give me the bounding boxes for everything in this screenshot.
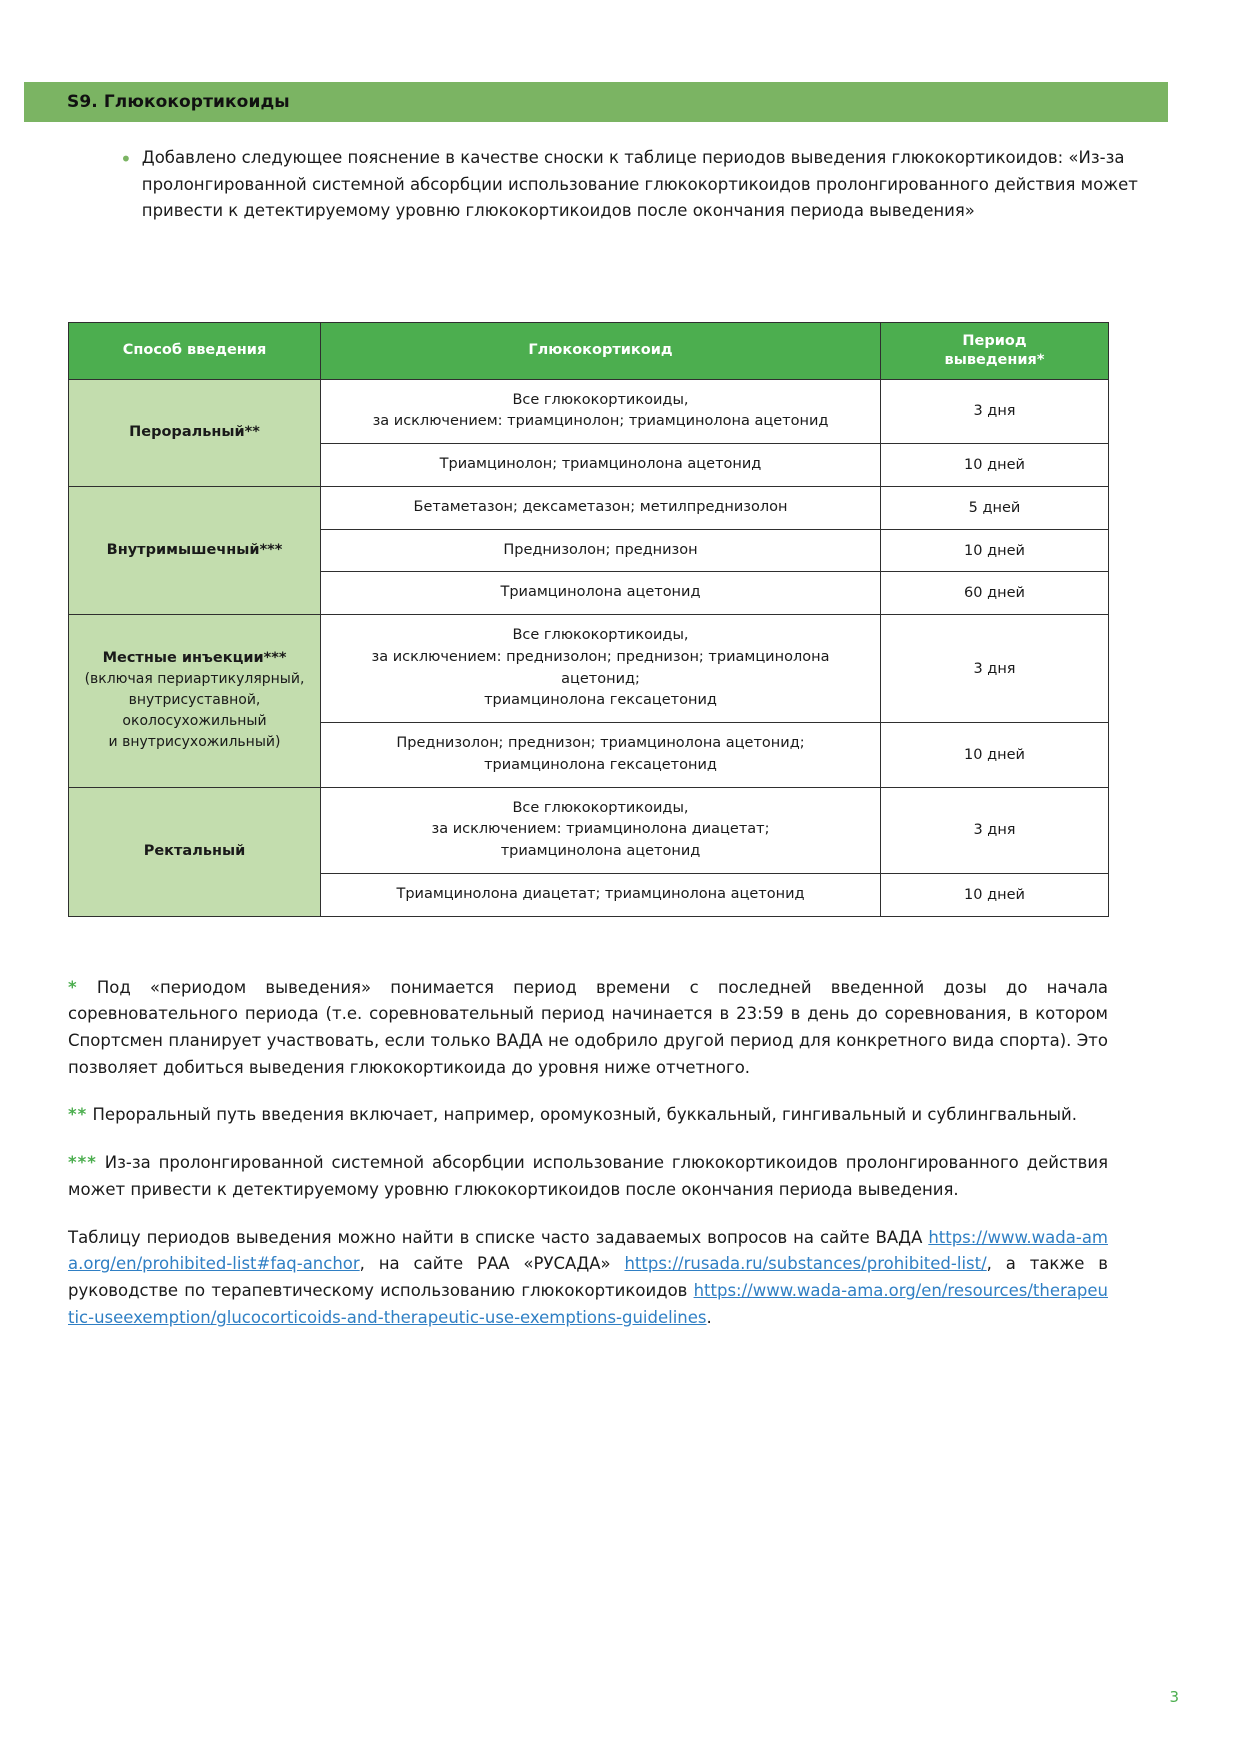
footnote-text: Пероральный путь введения включает, например, оромукозный, буккальный, гингивальный и сублингвальный. [92, 1105, 1078, 1125]
table-header-row [69, 323, 1109, 380]
footnote-marker: ** [68, 1105, 88, 1125]
header-period-line2: выведения* [944, 351, 1045, 368]
rusada-prohibited-list-link[interactable]: https://rusada.ru/substances/prohibited-list/ [624, 1254, 987, 1274]
period-cell: 5 дней [881, 486, 1109, 529]
period-cell: 3 дня [881, 615, 1109, 723]
drug-cell: Преднизолон; преднизон; триамцинолона ацетонид; триамцинолона гексацетонид [321, 723, 881, 788]
drug-cell: Триамцинолон; триамцинолона ацетонид [321, 444, 881, 487]
method-sublabel: (включая периартикулярный, внутрисуставной, околосухожильный и внутрисухожильный) [84, 671, 305, 751]
intro-bullet-row [120, 145, 1168, 225]
drug-cell: Преднизолон; преднизон [321, 529, 881, 572]
resources-text-part3: , а также в руководстве по терапевтическому использованию глюкокортикоидов [68, 1254, 1108, 1300]
table-row [69, 615, 1109, 723]
method-label: Ректальный [143, 843, 246, 860]
footnote-single-star [68, 975, 1108, 1082]
period-cell: 60 дней [881, 572, 1109, 615]
drug-cell: Триамцинолона ацетонид [321, 572, 881, 615]
intro-block [120, 145, 1168, 225]
header-period [881, 323, 1109, 380]
resources-paragraph [68, 1225, 1108, 1332]
wada-prohibited-list-link[interactable]: https://www.wada-ama.org/en/prohibited-list#faq-anchor [68, 1227, 1108, 1274]
method-cell-rectal [69, 787, 321, 916]
method-cell-local-injections [69, 615, 321, 788]
period-cell: 10 дней [881, 529, 1109, 572]
intro-text: Добавлено следующее пояснение в качестве сноски к таблице периодов выведения глюкокортикоидов: «Из-за пролонгированной системной абсорбции использование глюкокортикоидов пролонгированного действия может привести к детектируемому уровню глюкокортикоидов после окончания периода выведения» [141, 148, 1138, 221]
drug-cell: Все глюкокортикоиды, за исключением: преднизолон; преднизон; триамцинолона ацетонид; триамцинолона гексацетонид [321, 615, 881, 723]
header-glucocorticoid: Глюкокортикоид [321, 323, 881, 380]
page-title: S9. Глюкокортикоиды [67, 92, 290, 112]
footnote-double-star [68, 1102, 1108, 1129]
method-label: Местные инъекции*** [102, 650, 287, 667]
header-method: Способ введения [69, 323, 321, 380]
table-row [69, 486, 1109, 529]
drug-cell: Все глюкокортикоиды, за исключением: триамцинолона диацетат; триамцинолона ацетонид [321, 787, 881, 873]
footnote-marker: *** [68, 1153, 97, 1173]
period-cell: 3 дня [881, 787, 1109, 873]
drug-cell: Бетаметазон; дексаметазон; метилпреднизолон [321, 486, 881, 529]
withdrawal-periods-table-wrap [68, 322, 1108, 917]
period-cell: 3 дня [881, 379, 1109, 444]
drug-cell: Все глюкокортикоиды, за исключением: триамцинолон; триамцинолона ацетонид [321, 379, 881, 444]
table-row [69, 787, 1109, 873]
table-body [69, 379, 1109, 916]
footnote-text: Из-за пролонгированной системной абсорбции использование глюкокортикоидов пролонгированного действия может привести к детектируемому уровню глюкокортикоидов после окончания периода выведения. [68, 1153, 1108, 1199]
wada-tue-guidelines-link[interactable]: https://www.wada-ama.org/en/resources/therapeutic-useexemption/glucocorticoids-and-therapeutic-use-exemptions-guidelines [68, 1280, 1108, 1327]
resources-text-part1: Таблицу периодов выведения можно найти в списке часто задаваемых вопросов на сайте ВАДА [68, 1227, 929, 1247]
drug-cell: Триамцинолона диацетат; триамцинолона ацетонид [321, 873, 881, 916]
footnote-marker: * [68, 977, 78, 997]
footnote-text: Под «периодом выведения» понимается период времени с последней введенной дозы до начала соревновательного периода (т.е. соревновательный период начинается в 23:59 в день до соревнования, в котором Спортсмен планирует участвовать, если только ВАДА не одобрило другой период для конкретного вида спорта). Это позволяет добиться выведения глюкокортикоида до уровня ниже отчетного. [68, 977, 1109, 1077]
bullet-dot-icon: • [120, 147, 132, 171]
section-header-bar [24, 82, 1168, 122]
period-cell: 10 дней [881, 444, 1109, 487]
method-cell-oral [69, 379, 321, 486]
resources-text-part4: . [706, 1307, 712, 1327]
resources-text-part2: , на сайте РАА «РУСАДА» [359, 1254, 625, 1274]
method-label: Внутримышечный*** [106, 542, 283, 559]
footnote-triple-star [68, 1150, 1108, 1203]
withdrawal-periods-table [68, 322, 1109, 917]
period-cell: 10 дней [881, 873, 1109, 916]
period-cell: 10 дней [881, 723, 1109, 788]
table-row [69, 379, 1109, 444]
page-number: 3 [1169, 1688, 1179, 1706]
method-cell-intramuscular [69, 486, 321, 614]
footnotes-block [68, 958, 1108, 1352]
header-period-line1: Период [962, 333, 1027, 349]
method-label: Пероральный** [129, 424, 260, 441]
